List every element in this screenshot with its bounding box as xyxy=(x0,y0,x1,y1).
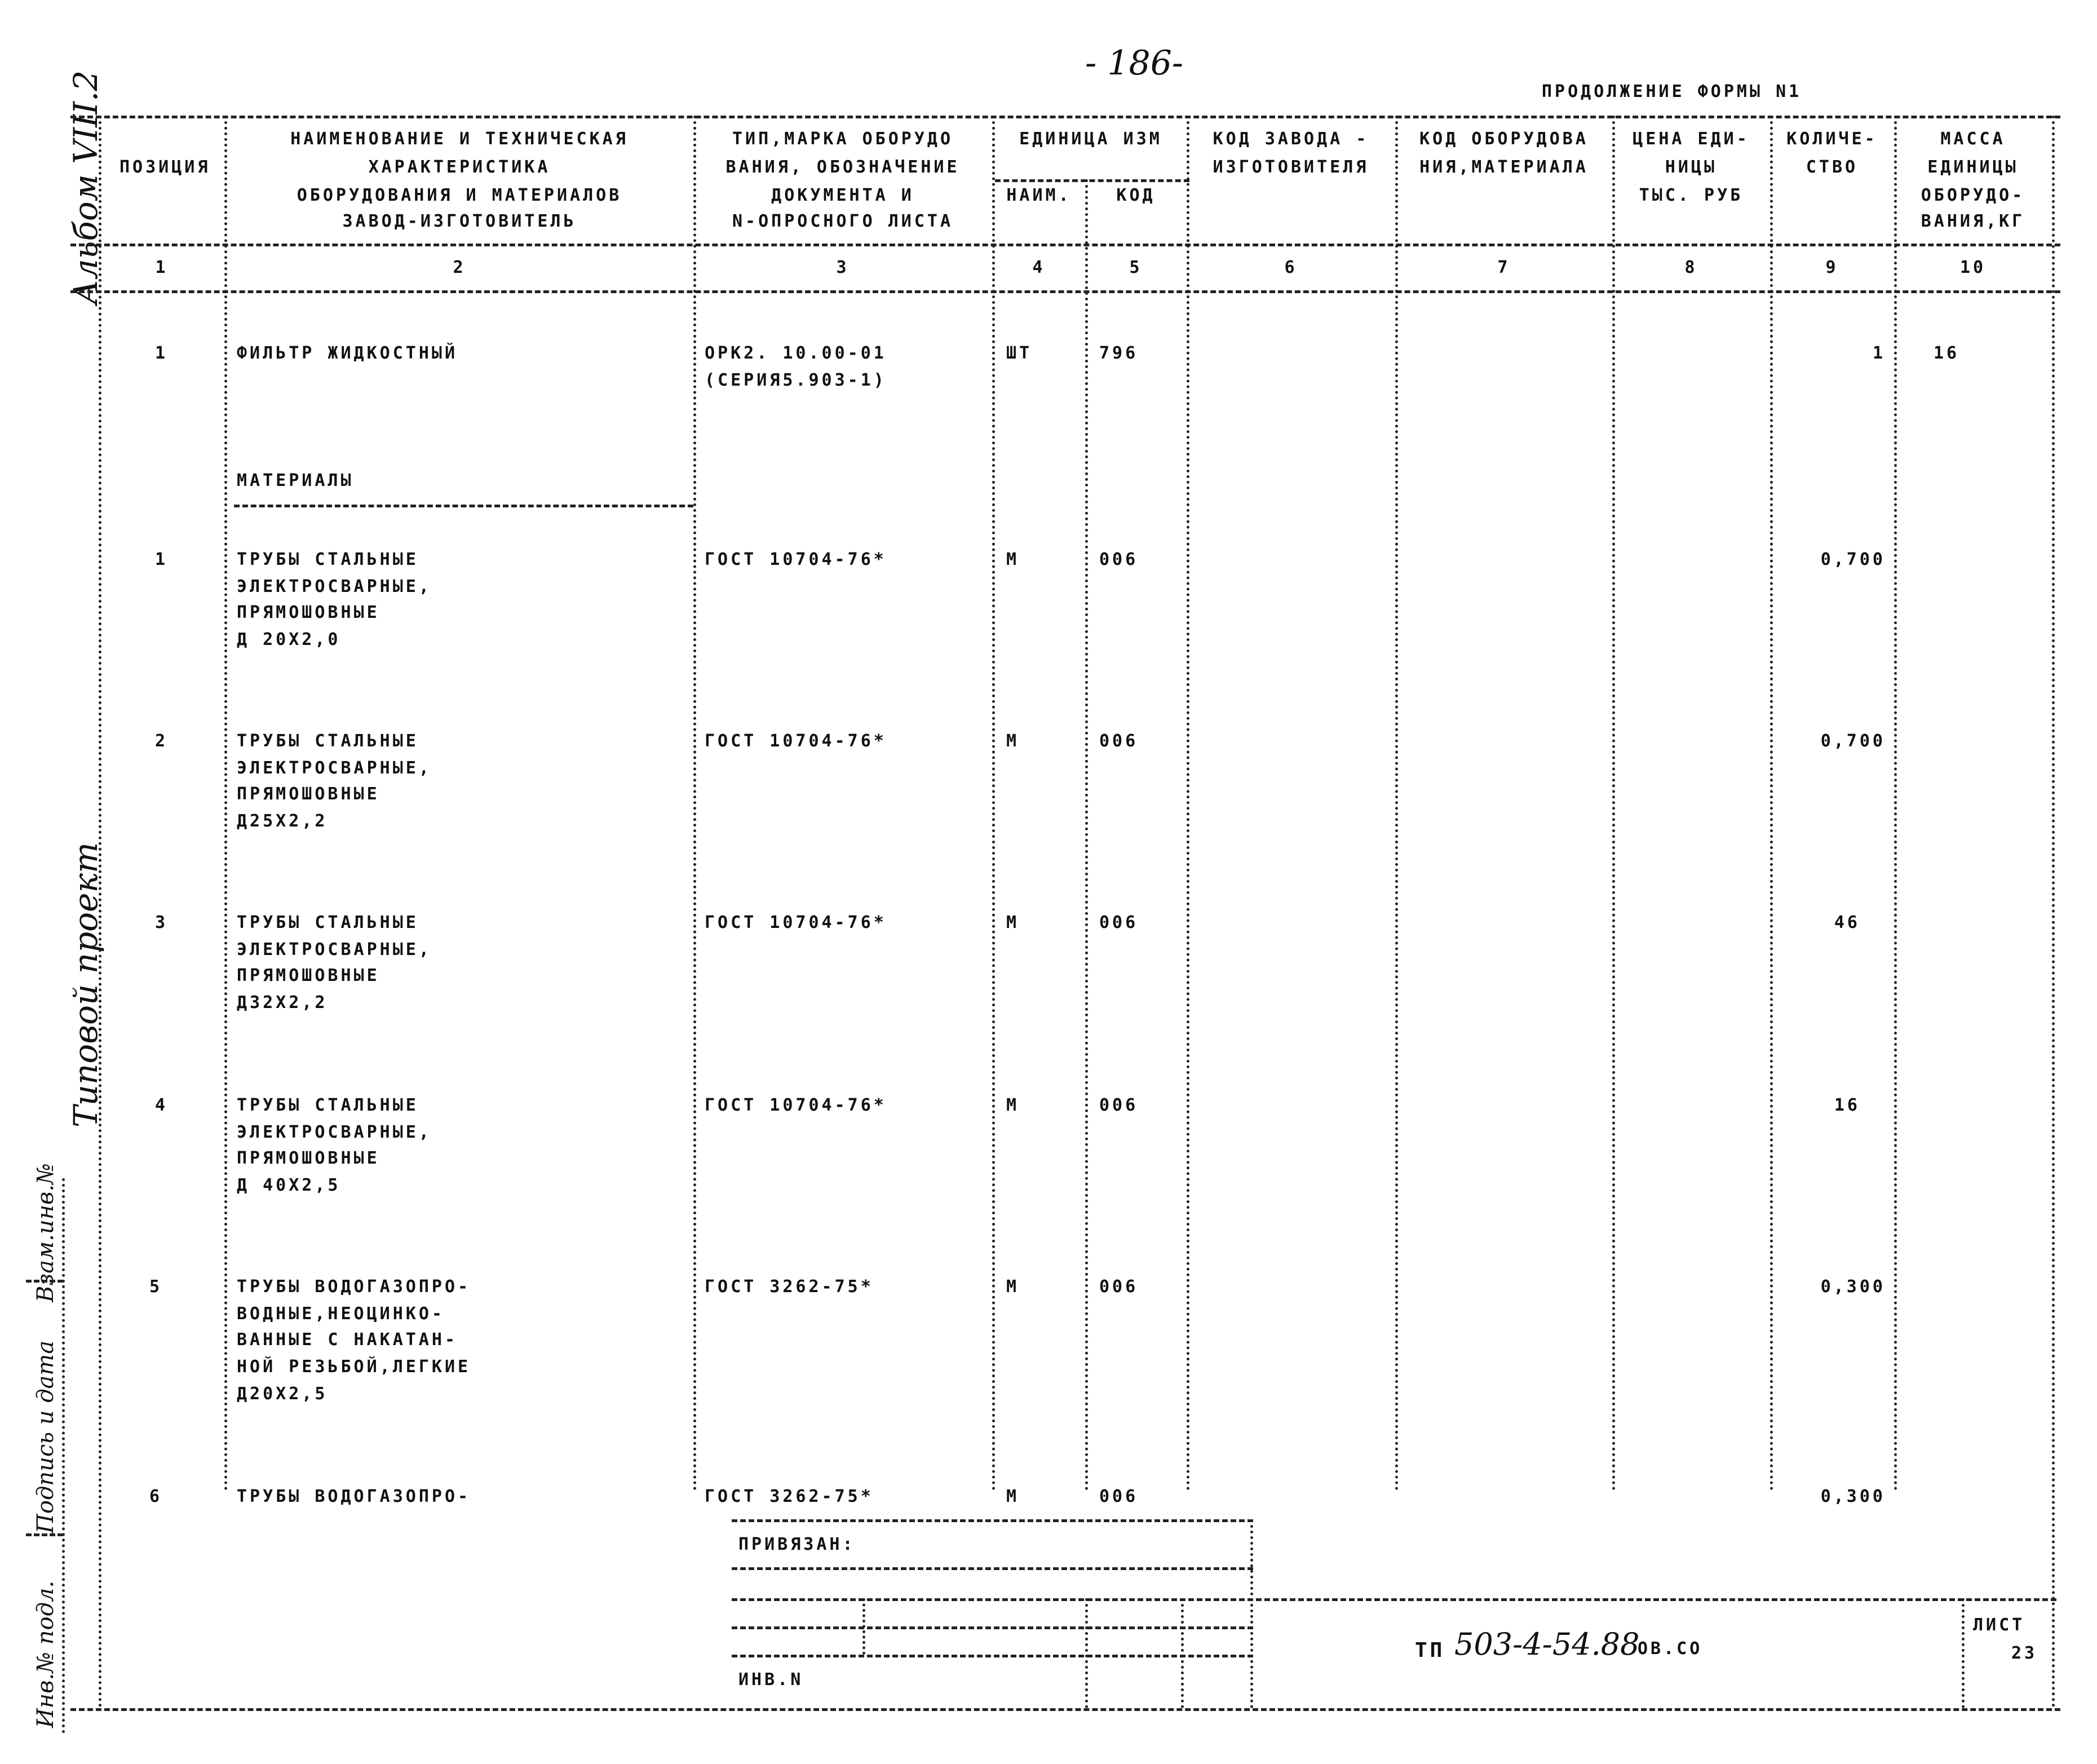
row-name-line: ВОДНЫЕ,НЕОЦИНКО- xyxy=(237,1304,445,1324)
row-doc-line: (СЕРИЯ5.903-1) xyxy=(705,370,887,390)
row-name-line: Д 20Х2,0 xyxy=(237,630,341,649)
row-name-line: ПРЯМОШОВНЫЕ xyxy=(237,1148,380,1168)
row-unit-code: 006 xyxy=(1099,550,1139,569)
row-doc-line: ГОСТ 10704-76* xyxy=(705,1095,887,1115)
header-unit: ЕДИНИЦА ИЗМ xyxy=(1019,129,1162,149)
col-number: 8 xyxy=(1684,258,1698,277)
stamp-inv-podl: Инв.№ подл. xyxy=(33,1580,59,1728)
col-number: 7 xyxy=(1497,258,1511,277)
row-unit: М xyxy=(1006,1277,1020,1297)
row-quantity: 0,700 xyxy=(1820,550,1886,569)
row-name-line: Д32Х2,2 xyxy=(237,993,328,1013)
row-name-line: ЭЛЕКТРОСВАРНЫЕ, xyxy=(237,577,432,596)
header-unit-code: КОД xyxy=(1116,185,1156,205)
row-quantity: 0,300 xyxy=(1820,1277,1886,1297)
row-mass: 16 xyxy=(1934,343,1960,363)
sheet-number: 23 xyxy=(2011,1643,2038,1663)
header-name-l2: ХАРАКТЕРИСТИКА xyxy=(368,157,551,177)
row-quantity: 1 xyxy=(1872,343,1886,363)
row-name-line: ТРУБЫ СТАЛЬНЫЕ xyxy=(237,913,419,932)
colnum-bottom-border xyxy=(70,290,2060,293)
row-name-line: ФИЛЬТР ЖИДКОСТНЫЙ xyxy=(237,343,458,363)
row-doc-line: ГОСТ 3262-75* xyxy=(705,1277,874,1297)
stamp-signature: Подпись и дата xyxy=(33,1340,59,1533)
table-top-border xyxy=(70,116,2060,118)
row-unit: М xyxy=(1006,1095,1020,1115)
privyazan-label: ПРИВЯЗАН: xyxy=(738,1535,856,1554)
section-heading: МАТЕРИАЛЫ xyxy=(237,471,354,490)
header-mass-l3: ОБОРУДО- xyxy=(1921,185,2025,205)
row-position: 6 xyxy=(149,1487,163,1506)
header-type-l2: ВАНИЯ, ОБОЗНАЧЕНИЕ xyxy=(725,157,960,177)
table-bottom-border xyxy=(70,1708,2060,1711)
sheet-label: ЛИСТ xyxy=(1973,1615,2025,1635)
row-name-line: ЭЛЕКТРОСВАРНЫЕ, xyxy=(237,1122,432,1142)
row-unit: М xyxy=(1006,913,1020,932)
col-number: 1 xyxy=(155,258,169,277)
doc-code-prefix: ТП xyxy=(1415,1639,1445,1662)
row-doc-line: ГОСТ 10704-76* xyxy=(705,913,887,932)
row-unit: ШТ xyxy=(1006,343,1033,363)
row-doc-line: ГОСТ 10704-76* xyxy=(705,731,887,751)
header-bottom-border xyxy=(70,244,2060,246)
header-qty-l2: СТВО xyxy=(1806,157,1859,177)
col-number: 5 xyxy=(1129,258,1143,277)
row-position: 4 xyxy=(155,1095,169,1115)
row-position: 1 xyxy=(155,550,169,569)
row-name-line: ТРУБЫ ВОДОГАЗОПРО- xyxy=(237,1277,471,1297)
row-doc-line: ГОСТ 10704-76* xyxy=(705,550,887,569)
margin-stamp xyxy=(0,0,135,1764)
header-type-l1: ТИП,МАРКА ОБОРУДО xyxy=(732,129,954,149)
row-quantity: 0,700 xyxy=(1820,731,1886,751)
header-factory-l2: ИЗГОТОВИТЕЛЯ xyxy=(1213,157,1369,177)
row-name-line: ТРУБЫ СТАЛЬНЫЕ xyxy=(237,731,419,751)
header-type-l3: ДОКУМЕНТА И xyxy=(771,185,914,205)
doc-code-suffix: ОВ.СО xyxy=(1638,1639,1703,1659)
header-price-l2: НИЦЫ xyxy=(1665,157,1718,177)
row-name-line: НОЙ РЕЗЬБОЙ,ЛЕГКИЕ xyxy=(237,1357,471,1377)
header-mass-l4: ВАНИЯ,КГ xyxy=(1921,211,2025,231)
header-factory-l1: КОД ЗАВОДА - xyxy=(1213,129,1369,149)
row-name-line: ТРУБЫ ВОДОГАЗОПРО- xyxy=(237,1487,471,1506)
row-quantity: 0,300 xyxy=(1820,1487,1886,1506)
header-name-l4: ЗАВОД-ИЗГОТОВИТЕЛЬ xyxy=(342,211,577,231)
row-unit-code: 006 xyxy=(1099,731,1139,751)
header-unit-name: НАИМ. xyxy=(1006,185,1072,205)
row-quantity: 16 xyxy=(1834,1095,1860,1115)
header-price-l3: ТЫС. РУБ xyxy=(1639,185,1744,205)
row-position: 5 xyxy=(149,1277,163,1297)
row-unit: М xyxy=(1006,1487,1020,1506)
row-name-line: ТРУБЫ СТАЛЬНЫЕ xyxy=(237,550,419,569)
row-position: 3 xyxy=(155,913,169,932)
header-mass-l2: ЕДИНИЦЫ xyxy=(1927,157,2019,177)
row-name-line: ПРЯМОШОВНЫЕ xyxy=(237,603,380,622)
row-name-line: Д25Х2,2 xyxy=(237,811,328,831)
album-label: Альбом VIII.2 xyxy=(67,70,105,304)
header-name-l1: НАИМЕНОВАНИЕ И ТЕХНИЧЕСКАЯ xyxy=(290,129,629,149)
row-unit: М xyxy=(1006,731,1020,751)
row-name-line: Д 40Х2,5 xyxy=(237,1175,341,1195)
section-underline xyxy=(234,505,693,507)
row-unit: М xyxy=(1006,550,1020,569)
inv-number-label: ИНВ.N xyxy=(738,1670,804,1690)
row-name-line: ЭЛЕКТРОСВАРНЫЕ, xyxy=(237,940,432,960)
row-name-line: Д20Х2,5 xyxy=(237,1384,328,1404)
row-name-line: ПРЯМОШОВНЫЕ xyxy=(237,966,380,985)
header-position: ПОЗИЦИЯ xyxy=(120,157,211,177)
header-name-l3: ОБОРУДОВАНИЯ И МАТЕРИАЛОВ xyxy=(297,185,622,205)
col-number: 9 xyxy=(1825,258,1839,277)
header-price-l1: ЦЕНА ЕДИ- xyxy=(1633,129,1750,149)
row-unit-code: 006 xyxy=(1099,1277,1139,1297)
header-qty-l1: КОЛИЧЕ- xyxy=(1786,129,1878,149)
header-type-l4: N-ОПРОСНОГО ЛИСТА xyxy=(732,211,954,231)
col-number: 10 xyxy=(1959,258,1987,277)
col-number: 2 xyxy=(453,258,466,277)
header-mass-l1: МАССА xyxy=(1940,129,2006,149)
doc-code-handwritten: 503-4-54.88 xyxy=(1454,1626,1640,1662)
row-position: 2 xyxy=(155,731,169,751)
row-unit-code: 006 xyxy=(1099,1095,1139,1115)
row-quantity: 46 xyxy=(1834,913,1860,932)
col-number: 6 xyxy=(1284,258,1298,277)
row-unit-code: 006 xyxy=(1099,913,1139,932)
header-equip-code-l2: НИЯ,МАТЕРИАЛА xyxy=(1419,157,1589,177)
page-number: - 186- xyxy=(1085,43,1184,83)
col-number: 3 xyxy=(836,258,850,277)
row-name-line: ПРЯМОШОВНЫЕ xyxy=(237,784,380,804)
row-doc-line: ГОСТ 3262-75* xyxy=(705,1487,874,1506)
form-title: ПРОДОЛЖЕНИЕ ФОРМЫ N1 xyxy=(1542,82,1802,101)
row-unit-code: 796 xyxy=(1099,343,1139,363)
row-doc-line: ОРК2. 10.00-01 xyxy=(705,343,887,363)
stamp-vzam: Взам.инв.№ xyxy=(33,1163,59,1302)
col-number: 4 xyxy=(1032,258,1046,277)
row-name-line: ТРУБЫ СТАЛЬНЫЕ xyxy=(237,1095,419,1115)
row-unit-code: 006 xyxy=(1099,1487,1139,1506)
header-equip-code-l1: КОД ОБОРУДОВА xyxy=(1419,129,1589,149)
row-name-line: ЭЛЕКТРОСВАРНЫЕ, xyxy=(237,758,432,778)
row-name-line: ВАННЫЕ С НАКАТАН- xyxy=(237,1330,458,1350)
project-label: Типовой проект xyxy=(67,842,105,1128)
row-position: 1 xyxy=(155,343,169,363)
